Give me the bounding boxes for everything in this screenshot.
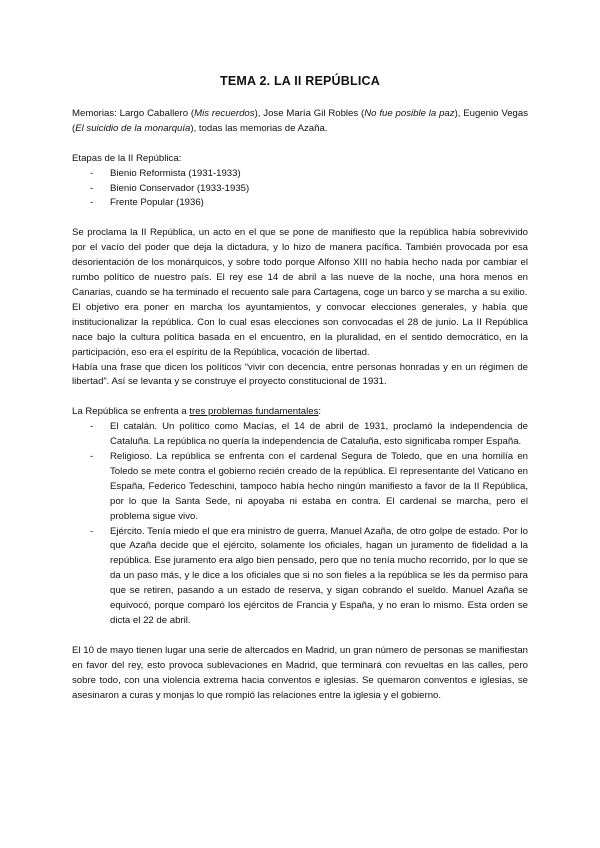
memorias-paragraph xyxy=(72,107,528,137)
closing-paragraph: El 10 de mayo tienen lugar una serie de altercados en Madrid, un gran número de personas se manifiestan en favor del rey, esto provoca sublevaciones en Madrid, que terminará con revueltas en las calles, pero sobre todo, con una violencia extrema hacia conventos e iglesias. Se quemaron conventos e iglesias, se asesinaron a curas y monjas lo que rompió las relaciones entre la iglesia y el gobierno. xyxy=(72,644,528,701)
list-item: - Religioso. La república se enfrenta con el cardenal Segura de Toledo, que en una homilía en Toledo se mete contra el gobierno recién creado de la república. El representante del Vaticano en España, Federico Tedeschini, tampoco había hecho ningún manifiesto a favor de la II República, por lo que la Santa Sede, ni apoyaba ni estaba en contra. El cardenal se marcha, pero el problema sigue vivo. xyxy=(72,450,528,525)
problemas-intro-pre: La República se enfrenta a xyxy=(72,406,190,418)
memorias-book-2: No fue posible la paz xyxy=(364,107,455,119)
list-item: - El catalán. Un político como Macías, el 14 de abril de 1931, proclamó la independencia de Cataluña. La república no quería la independencia de Cataluña, esto significaba romper España. xyxy=(72,420,528,450)
list-item: - Frente Popular (1936) xyxy=(72,196,528,211)
list-item: - Bienio Reformista (1931-1933) xyxy=(72,167,528,182)
spacer xyxy=(72,211,528,226)
body-paragraph: Había una frase que dicen los políticos “vivir con decencia, entre personas honradas y en un régimen de libertad”. Así se levanta y se construye el proyecto constitucional de 1931. xyxy=(72,361,528,388)
memorias-text-1: Memorias: Largo Caballero ( xyxy=(72,107,195,119)
memorias-text-3: ), Eugenio Vegas ( xyxy=(72,107,528,134)
memorias-text-2: ), Jose María Gil Robles ( xyxy=(254,107,365,119)
spacer xyxy=(72,390,528,405)
spacer xyxy=(72,137,528,152)
page-title: TEMA 2. LA II REPÚBLICA xyxy=(220,74,380,88)
body-paragraph: El objetivo era poner en marcha los ayuntamientos, y convocar elecciones generales, y había que institucionalizar la república. Con lo cual esas elecciones son convocadas el 28 de junio. La II República nace bajo la cultura política basada en el encuentro, en la pluralidad, en el sentido democrático, en la participación, eso era el espíritu de la República, vocación de libertad. xyxy=(72,301,528,358)
problemas-intro xyxy=(72,405,528,420)
memorias-text-4: ), todas las memorias de Azaña. xyxy=(190,122,328,134)
problemas-intro-underlined: tres problemas fundamentales xyxy=(189,406,319,418)
etapas-list xyxy=(72,167,528,212)
list-item: - Bienio Conservador (1933-1935) xyxy=(72,182,528,197)
etapas-heading: Etapas de la II República: xyxy=(72,152,182,164)
body-paragraph: Se proclama la II República, un acto en el que se pone de manifiesto que la república había sobrevivido por el vacío del poder que deja la dictadura, y lo hizo de manera pacífica. También provocada por esa desorientación de los monárquicos, y sobre todo porque Alfonso XIII no había hecho nada por cambiar el rumbo político de nuestro país. El rey ese 14 de abril a las nueve de la noche, una hora menos en Canarias, cuando se ha terminado el recuento sale para Cartagena, coge un barco y se marcha a su exilio. xyxy=(72,227,528,298)
spacer xyxy=(72,629,528,644)
problemas-intro-post: : xyxy=(318,406,322,418)
problemas-list xyxy=(72,420,528,629)
memorias-book-1: Mis recuerdos xyxy=(194,107,255,119)
list-item: - Ejército. Tenía miedo el que era ministro de guerra, Manuel Azaña, de otro golpe de estado. Por lo que Azaña decide que el ejército, solamente los oficiales, hagan un juramento de fidelidad a la república. Ese juramento era algo bien pensado, pero que no tenía mucho recorrido, por lo que se da un paso más, y le dice a los oficiales que si no son fieles a la república se les da permiso para que se retiren, pasando a un estado de reserva, y sigan cobrando el sueldo. Manuel Azaña se equivocó, porque comparó los ejércitos de Francia y España, y no eran lo mismo. Esta orden se dicta el 22 de abril. xyxy=(72,525,528,629)
memorias-book-3: El suicidio de la monarquía xyxy=(75,122,191,134)
